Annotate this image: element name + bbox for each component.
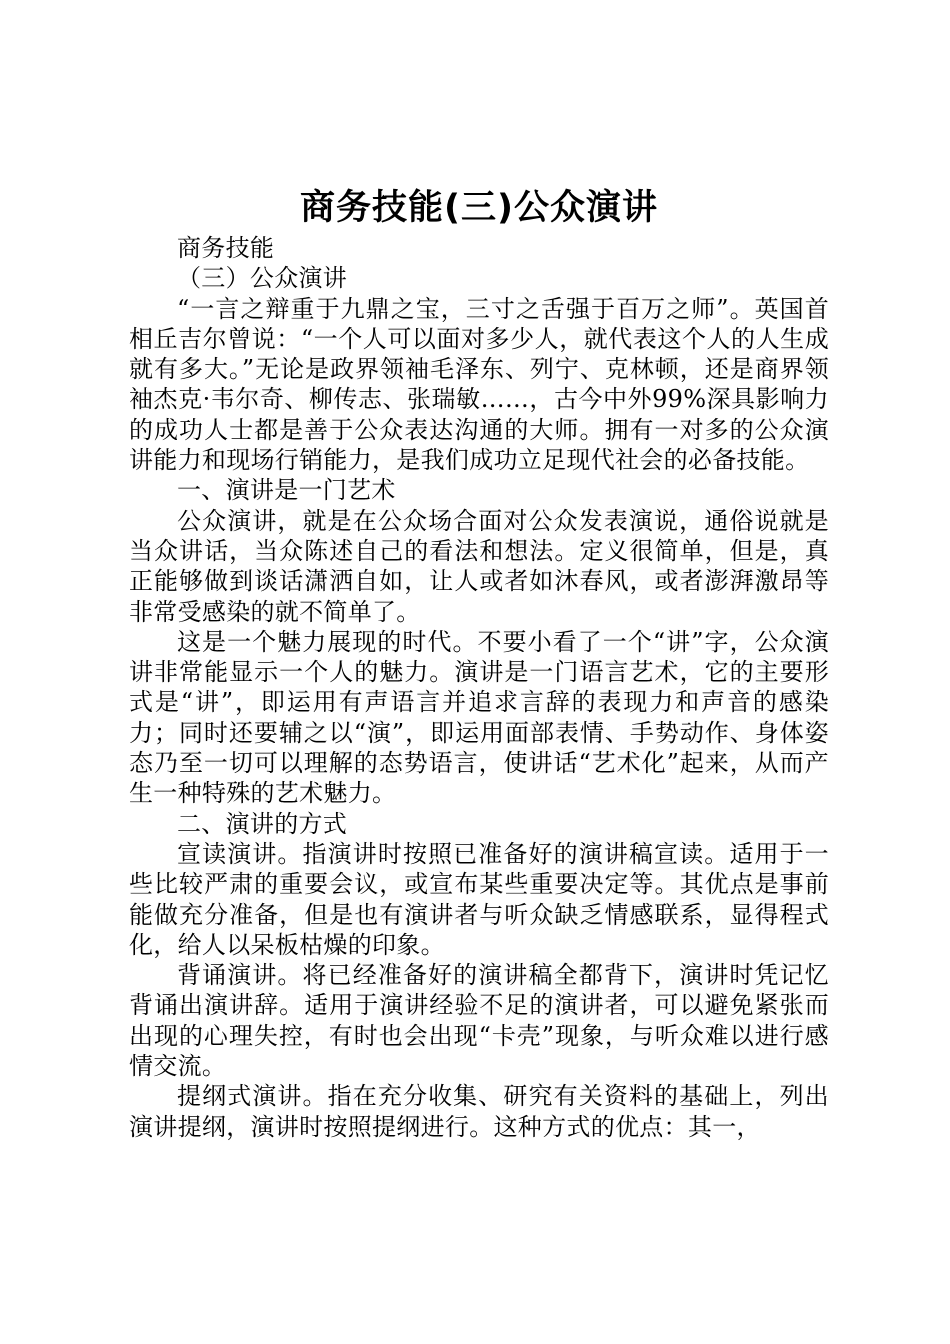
paragraph-heading-sub: （三）公众演讲 [177,264,348,293]
document-page [129,183,829,1142]
paragraph-recitation-speech: 背诵演讲。将已经准备好的演讲稿全都背下，演讲时凭记忆背诵出演讲辞。适用于演讲经验不足的演讲者，可以避免紧张而出现的心理失控，有时也会出现“卡壳”现象，与听众难以进行感情交流。 [129,961,829,1081]
document-title: 商务技能(三)公众演讲 [300,188,658,228]
document-body [129,233,829,1142]
section-heading-1: 一、演讲是一门艺术 [177,476,396,505]
paragraph-intro: “一言之辩重于九鼎之宝，三寸之舌强于百万之师”。英国首相丘吉尔曾说：“一个人可以面对多少人，就代表这个人的人生成就有多大。”无论是政界领袖毛泽东、列宁、克林顿，还是商界领袖杰克·韦尔奇、柳传志、张瑞敏……，古今中外99%深具影响力的成功人士都是善于公众表达沟通的大师。拥有一对多的公众演讲能力和现场行销能力，是我们成功立足现代社会的必备技能。 [129,294,829,475]
paragraph-charm: 这是一个魅力展现的时代。不要小看了一个“讲”字，公众演讲非常能显示一个人的魅力。演讲是一门语言艺术，它的主要形式是“讲”，即运用有声语言并追求言辞的表现力和声音的感染力；同时还要辅之以“演”，即运用面部表情、手势动作、身体姿态乃至一切可以理解的态势语言，使讲话“艺术化”起来，从而产生一种特殊的艺术魅力。 [129,627,829,808]
paragraph-heading-main: 商务技能 [177,234,275,262]
paragraph-reading-speech: 宣读演讲。指演讲时按照已准备好的演讲稿宣读。适用于一些比较严肃的重要会议，或宣布某些重要决定等。其优点是事前能做充分准备，但是也有演讲者与听众缺乏情感联系，显得程式化，给人以呆板枯燥的印象。 [129,839,829,959]
section-heading-2: 二、演讲的方式 [177,809,348,838]
paragraph-outline-speech: 提纲式演讲。指在充分收集、研究有关资料的基础上，列出演讲提纲，演讲时按照提纲进行。这种方式的优点：其一， [129,1082,829,1141]
paragraph-definition: 公众演讲，就是在公众场合面对公众发表演说，通俗说就是当众讲话，当众陈述自己的看法和想法。定义很简单，但是，真正能够做到谈话潇洒自如，让人或者如沐春风，或者澎湃激昂等非常受感染的就不简单了。 [129,506,829,626]
